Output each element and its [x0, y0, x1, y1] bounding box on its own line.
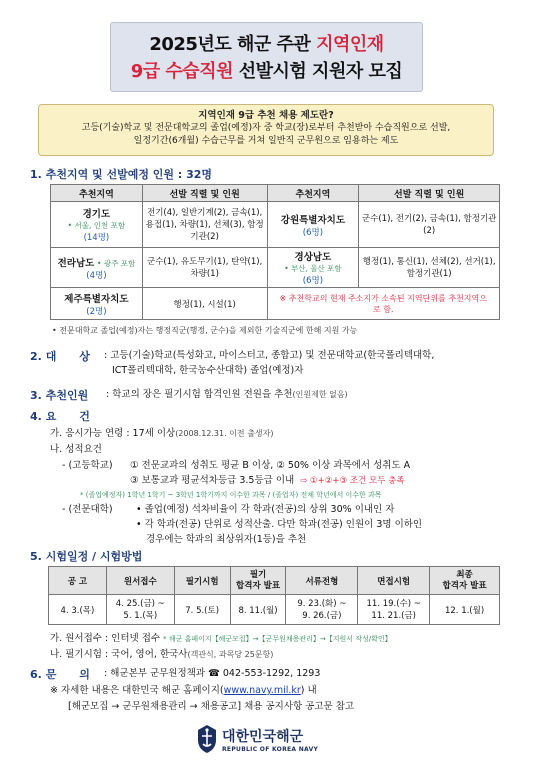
- written-exam: [50, 648, 273, 661]
- region-header-cell: 선발 직렬 및 인원: [142, 185, 267, 202]
- section-3-heading: [30, 387, 88, 403]
- region-header-cell: 선발 직렬 및 인원: [359, 185, 500, 202]
- region-name: 경기도: [82, 209, 111, 220]
- section-6-heading: [30, 666, 90, 682]
- region-cell: [51, 248, 143, 288]
- application-path: * 해군 홈페이지【해군모집】→【군무원채용관리】→【지원서 작성/확인】: [163, 635, 392, 643]
- age-label: 가. 응시가능 연령 : 17세 이상: [50, 428, 176, 439]
- region-sub: • 서울, 인천 포함: [67, 221, 126, 230]
- application-method: [50, 632, 392, 646]
- website-note-b: ) 내: [300, 685, 317, 696]
- section-2-title: 대 상: [45, 350, 90, 363]
- schedule-header-cell: 필기시험: [174, 567, 230, 595]
- highschool-cond-note: ⇨ ①+②+③ 조건 모두 충족: [300, 476, 405, 486]
- section-3-text: : 학교의 장은 필기시험 합격인원 전원을 추천: [106, 389, 293, 400]
- highschool-cond-2-line: [130, 474, 405, 488]
- schedule-table: [48, 566, 500, 625]
- region-name: 경상남도: [294, 252, 332, 263]
- website-note-a: ※ 자세한 내용은 대한민국 해군 홈페이지(: [50, 685, 224, 696]
- schedule-header-cell: 서류전형: [286, 567, 358, 595]
- title-line-1: [111, 31, 422, 58]
- section-2-line-2: ICT폴리텍대학, 한국농수산대학) 졸업(예정)자: [112, 365, 304, 376]
- region-header-cell: 추천지역: [267, 185, 359, 202]
- highschool-small-note: * (졸업예정자) 1학년 1학기 ~ 3학년 1학기까지 이수한 과목 / (졸업자) 전체 학년에서 이수한 과목: [80, 491, 382, 499]
- region-count: (6명): [302, 227, 324, 238]
- title-banner: [110, 22, 423, 92]
- highschool-label: - (고등학교): [62, 460, 113, 471]
- system-info-box: [38, 104, 494, 156]
- table-row: [51, 248, 500, 288]
- schedule-cell: 4. 25.(금) ~ 5. 1.(목): [106, 595, 174, 625]
- schedule-cell: 7. 5.(토): [174, 595, 230, 625]
- section-1-heading: [30, 166, 212, 182]
- highschool-cond-2: ③ 보통교과 평균석차등급 3.5등급 이내: [130, 475, 295, 486]
- region-note: ※ 추천학교의 현재 주소지가 소속된 지역단위를 추천지역으로 함.: [267, 288, 499, 320]
- navy-logo-subtext: REPUBLIC OF KOREA NAVY: [222, 746, 319, 753]
- section-5-number: 5.: [30, 550, 42, 563]
- age-small: (2008.12.31. 이전 출생자): [175, 429, 274, 438]
- schedule-header-cell: 면접시험: [358, 567, 430, 595]
- section-1-footnote: • 전문대학교 졸업(예정)자는 행정직군(행정, 군수)을 제외한 기술직군에 한해 지원 가능: [52, 326, 358, 335]
- region-table: [50, 184, 500, 320]
- schedule-cell: 4. 3.(목): [49, 595, 107, 625]
- section-1-number: 1.: [30, 168, 42, 181]
- region-table-header: [51, 185, 500, 202]
- section-3-title: 추천인원: [45, 389, 89, 402]
- section-3-text-line: [106, 388, 348, 401]
- region-name-line: [51, 255, 142, 269]
- schedule-cell: 8. 11.(월): [230, 595, 286, 625]
- schedule-cell: 9. 23.(화) ~ 9. 26.(금): [286, 595, 358, 625]
- region-jobs: 행정(1), 통신(1), 선체(2), 선거(1), 함정기관(1): [359, 248, 500, 288]
- written-exam-small: (객관식, 과목당 25문항): [187, 650, 274, 659]
- region-cell: [267, 248, 359, 288]
- region-count: (14명): [83, 233, 110, 243]
- region-sub: • 부산, 울산 포함: [284, 264, 342, 273]
- section-4-title: 요 건: [45, 410, 90, 423]
- region-cell: [267, 202, 359, 248]
- region-cell: [51, 288, 143, 320]
- region-count: (2명): [86, 306, 107, 317]
- section-2-line-1: : 고등(기술)학교(특성화고, 마이스터고, 종합고) 및 전문대학교(한국폴리텍대학,: [104, 350, 435, 361]
- section-1-title: 추천지역 및 선발예정 인원 : 32명: [45, 168, 213, 181]
- schedule-header-cell: 원서접수: [106, 567, 174, 595]
- navy-website-link[interactable]: www.navy.mil.kr: [223, 685, 301, 696]
- schedule-header-row: [49, 567, 500, 595]
- section-4-heading: [30, 408, 90, 424]
- section-3-small: (인원제한 없음): [292, 390, 348, 399]
- info-line-1: 고등(기술)학교 및 전문대학교의 졸업(예정)자 중 학교(장)로부터 추천받아 수습직원으로 선발,: [81, 123, 451, 133]
- section-4-number: 4.: [30, 410, 42, 423]
- application-label: 가. 원서접수 : 인터넷 접수: [50, 633, 161, 644]
- navy-logo-text: 대한민국해군: [222, 729, 304, 745]
- region-jobs: 행정(1), 시설(1): [142, 288, 267, 320]
- website-note-path: [해군모집 → 군무원채용관리 → 채용공고] 채용 공지사항 공고문 참고: [68, 701, 355, 712]
- title-line1-highlight: 지역인재: [316, 34, 384, 55]
- region-name: 제주특별자치도: [64, 293, 129, 305]
- schedule-header-cell: 공 고: [49, 567, 107, 595]
- region-name: 강원특별자치도: [280, 214, 346, 226]
- info-heading: 지역인재 9급 추천 채용 제도란?: [198, 110, 334, 121]
- title-line-2: [111, 58, 422, 85]
- region-cell: [51, 202, 143, 248]
- contact-text: : 해군본부 군무원정책과 ☎ 042-553-1292, 1293: [104, 668, 321, 679]
- navy-emblem-icon: [196, 724, 218, 754]
- section-2-number: 2.: [30, 350, 42, 363]
- table-row: [49, 595, 500, 625]
- region-header-cell: 추천지역: [51, 185, 143, 202]
- section-3-number: 3.: [30, 389, 42, 402]
- website-note-line: [50, 684, 317, 697]
- written-exam-label: 나. 필기시험 : 국어, 영어, 한국사: [50, 649, 188, 660]
- college-cond-1: • 졸업(예정) 석차비율이 각 학과(전공)의 상위 30% 이내인 자: [136, 504, 395, 515]
- info-line-2: 일정기간(6개월) 수습근무를 거쳐 일반직 군무원으로 임용하는 제도: [133, 136, 399, 146]
- schedule-cell: 11. 19.(수) ~ 11. 21.(금): [358, 595, 430, 625]
- college-label: - (전문대학): [62, 504, 113, 515]
- college-cond-2: • 각 학과(전공) 단위로 성적산출. 다만 학과(전공) 인원이 3명 이하인: [136, 519, 423, 530]
- region-sub: • 광주 포함: [97, 258, 136, 268]
- region-name: 전라남도: [57, 257, 95, 269]
- section-6-title: 문 의: [45, 668, 90, 681]
- title-line1-main: 2025년도 해군 주관: [149, 34, 317, 55]
- schedule-cell: 12. 1.(월): [430, 595, 500, 625]
- region-jobs: 전기(4), 일반기계(2), 금속(1), 용접(1), 차량(1), 선체(3), 함정기관(2): [142, 202, 267, 248]
- region-jobs: 군수(1), 유도무기(1), 탄약(1), 차량(1): [142, 248, 267, 288]
- region-jobs: 군수(1), 전기(2), 금속(1), 함정기관(2): [359, 202, 500, 248]
- age-requirement: [50, 427, 274, 440]
- schedule-header-cell: 필기 합격자 발표: [230, 567, 286, 595]
- schedule-header-cell: 최종 합격자 발표: [430, 567, 500, 595]
- region-count: (4명): [86, 270, 107, 281]
- section-5-title: 시험일정 / 시험방법: [45, 550, 143, 563]
- section-6-number: 6.: [30, 668, 42, 681]
- region-count: (6명): [302, 276, 324, 286]
- grade-requirement-label: 나. 성적요건: [50, 444, 102, 455]
- section-2-heading: [30, 348, 90, 364]
- title-line2-highlight: 9급 수습직원: [130, 61, 233, 82]
- table-row: [51, 202, 500, 248]
- table-row: [51, 288, 500, 320]
- title-line2-main: 선발시험 지원자 모집: [232, 61, 403, 82]
- highschool-cond-1: ① 전문교과의 성취도 평균 B 이상, ② 50% 이상 과목에서 성취도 A: [130, 460, 411, 471]
- section-5-heading: [30, 548, 142, 564]
- college-cond-3: 경우에는 학과의 최상위자(1등)을 추천: [146, 534, 307, 545]
